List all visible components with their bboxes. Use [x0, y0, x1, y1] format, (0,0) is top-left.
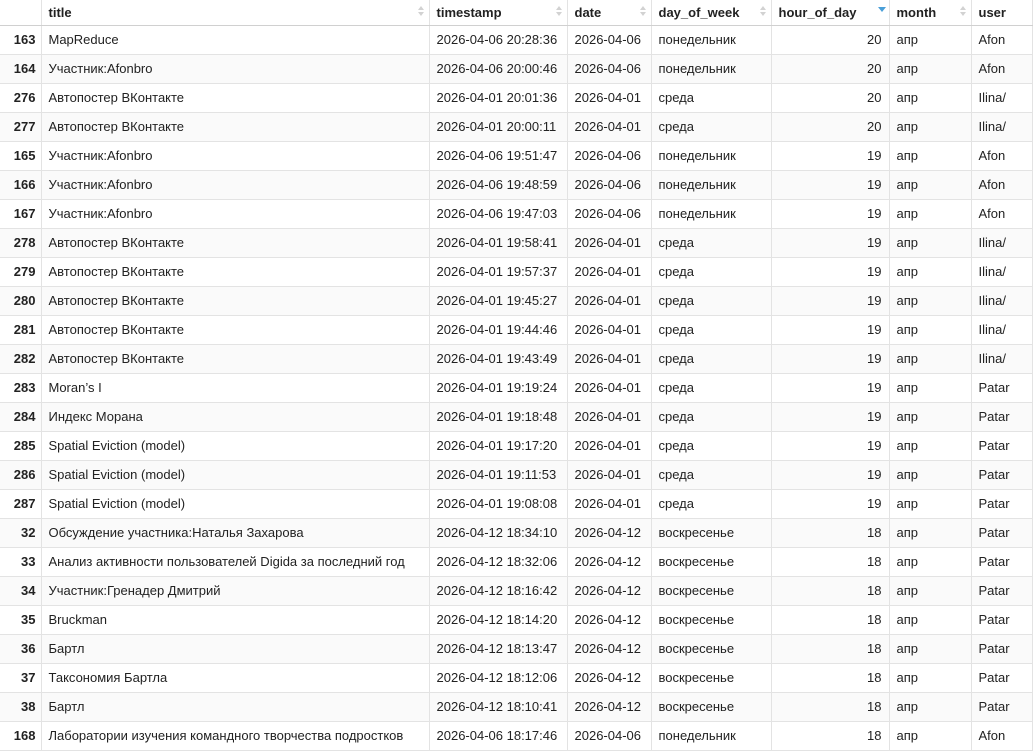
day-of-week-cell: понедельник [651, 199, 771, 228]
table-row[interactable] [0, 83, 1032, 112]
sort-arrows-icon[interactable] [640, 5, 647, 19]
timestamp-cell: 2026-04-12 18:12:06 [429, 663, 567, 692]
user-cell: Afon [971, 54, 1032, 83]
date-cell: 2026-04-01 [567, 286, 651, 315]
timestamp-cell: 2026-04-06 18:17:46 [429, 721, 567, 750]
day-of-week-cell: среда [651, 373, 771, 402]
title-cell: Автопостер ВКонтакте [41, 257, 429, 286]
hour-of-day-cell: 19 [771, 373, 889, 402]
hour-of-day-cell: 19 [771, 199, 889, 228]
hour-of-day-cell: 18 [771, 547, 889, 576]
user-cell: Ilina/ [971, 112, 1032, 141]
row-index-cell: 163 [0, 25, 41, 54]
header-row [0, 0, 1032, 25]
row-index-cell: 282 [0, 344, 41, 373]
date-cell: 2026-04-06 [567, 199, 651, 228]
user-cell: Patar [971, 402, 1032, 431]
hour-of-day-cell: 20 [771, 112, 889, 141]
column-header-label: day_of_week [658, 4, 740, 20]
title-cell: Бартл [41, 634, 429, 663]
hour-of-day-cell: 19 [771, 460, 889, 489]
date-cell: 2026-04-01 [567, 112, 651, 141]
row-index-cell: 166 [0, 170, 41, 199]
date-cell: 2026-04-12 [567, 634, 651, 663]
month-cell: апр [889, 228, 971, 257]
user-cell: Patar [971, 431, 1032, 460]
month-cell: апр [889, 431, 971, 460]
timestamp-cell: 2026-04-01 19:18:48 [429, 402, 567, 431]
date-cell: 2026-04-01 [567, 431, 651, 460]
column-header-date[interactable] [567, 0, 651, 25]
row-index-cell: 164 [0, 54, 41, 83]
row-index-cell: 287 [0, 489, 41, 518]
title-cell: Автопостер ВКонтакте [41, 112, 429, 141]
hour-of-day-cell: 18 [771, 518, 889, 547]
timestamp-cell: 2026-04-01 19:44:46 [429, 315, 567, 344]
timestamp-cell: 2026-04-06 19:51:47 [429, 141, 567, 170]
date-cell: 2026-04-01 [567, 402, 651, 431]
table-row[interactable] [0, 344, 1032, 373]
row-index-cell: 284 [0, 402, 41, 431]
sort-arrows-icon[interactable] [418, 5, 425, 19]
title-cell: Bruckman [41, 605, 429, 634]
title-cell: Spatial Eviction (model) [41, 489, 429, 518]
month-cell: апр [889, 460, 971, 489]
title-cell: MapReduce [41, 25, 429, 54]
title-cell: Участник:Afonbro [41, 54, 429, 83]
month-cell: апр [889, 634, 971, 663]
user-cell: Patar [971, 373, 1032, 402]
row-index-cell: 283 [0, 373, 41, 402]
hour-of-day-cell: 19 [771, 228, 889, 257]
timestamp-cell: 2026-04-01 19:11:53 [429, 460, 567, 489]
title-cell: Участник:Afonbro [41, 170, 429, 199]
month-cell: апр [889, 54, 971, 83]
day-of-week-cell: воскресенье [651, 692, 771, 721]
title-cell: Обсуждение участника:Наталья Захарова [41, 518, 429, 547]
day-of-week-cell: воскресенье [651, 547, 771, 576]
title-cell: Spatial Eviction (model) [41, 431, 429, 460]
hour-of-day-cell: 20 [771, 54, 889, 83]
day-of-week-cell: воскресенье [651, 576, 771, 605]
row-index-cell: 281 [0, 315, 41, 344]
user-cell: Ilina/ [971, 286, 1032, 315]
month-cell: апр [889, 199, 971, 228]
title-cell: Индекс Морана [41, 402, 429, 431]
day-of-week-cell: понедельник [651, 141, 771, 170]
table-row[interactable] [0, 402, 1032, 431]
hour-of-day-cell: 18 [771, 605, 889, 634]
month-cell: апр [889, 83, 971, 112]
table-row[interactable] [0, 141, 1032, 170]
date-cell: 2026-04-12 [567, 605, 651, 634]
day-of-week-cell: понедельник [651, 721, 771, 750]
table-row[interactable] [0, 228, 1032, 257]
day-of-week-cell: среда [651, 315, 771, 344]
date-cell: 2026-04-01 [567, 344, 651, 373]
month-cell: апр [889, 692, 971, 721]
title-cell: Лаборатории изучения командного творчества подростков [41, 721, 429, 750]
month-cell: апр [889, 489, 971, 518]
timestamp-cell: 2026-04-12 18:16:42 [429, 576, 567, 605]
user-cell: Patar [971, 547, 1032, 576]
month-cell: апр [889, 315, 971, 344]
title-cell: Автопостер ВКонтакте [41, 228, 429, 257]
hour-of-day-cell: 19 [771, 489, 889, 518]
row-index-cell: 165 [0, 141, 41, 170]
row-index-cell: 32 [0, 518, 41, 547]
column-header-label: date [574, 4, 602, 20]
column-header-index [0, 0, 41, 25]
month-cell: апр [889, 576, 971, 605]
timestamp-cell: 2026-04-06 19:47:03 [429, 199, 567, 228]
user-cell: Afon [971, 25, 1032, 54]
row-index-cell: 280 [0, 286, 41, 315]
hour-of-day-cell: 18 [771, 634, 889, 663]
title-cell: Moran’s I [41, 373, 429, 402]
column-header-timestamp[interactable] [429, 0, 567, 25]
table-row[interactable] [0, 605, 1032, 634]
day-of-week-cell: понедельник [651, 25, 771, 54]
table-row[interactable] [0, 54, 1032, 83]
timestamp-cell: 2026-04-12 18:34:10 [429, 518, 567, 547]
month-cell: апр [889, 605, 971, 634]
row-index-cell: 279 [0, 257, 41, 286]
month-cell: апр [889, 141, 971, 170]
row-index-cell: 38 [0, 692, 41, 721]
timestamp-cell: 2026-04-01 19:45:27 [429, 286, 567, 315]
date-cell: 2026-04-01 [567, 315, 651, 344]
table-row[interactable] [0, 460, 1032, 489]
day-of-week-cell: воскресенье [651, 634, 771, 663]
timestamp-cell: 2026-04-06 20:28:36 [429, 25, 567, 54]
day-of-week-cell: среда [651, 112, 771, 141]
table-row[interactable] [0, 692, 1032, 721]
hour-of-day-cell: 19 [771, 402, 889, 431]
timestamp-cell: 2026-04-01 19:08:08 [429, 489, 567, 518]
date-cell: 2026-04-06 [567, 25, 651, 54]
table-row[interactable] [0, 518, 1032, 547]
date-cell: 2026-04-06 [567, 721, 651, 750]
user-cell: Patar [971, 576, 1032, 605]
timestamp-cell: 2026-04-01 20:00:11 [429, 112, 567, 141]
title-cell: Автопостер ВКонтакте [41, 344, 429, 373]
day-of-week-cell: понедельник [651, 54, 771, 83]
timestamp-cell: 2026-04-06 19:48:59 [429, 170, 567, 199]
day-of-week-cell: среда [651, 228, 771, 257]
column-header-label: user [978, 4, 1006, 20]
user-cell: Patar [971, 634, 1032, 663]
day-of-week-cell: среда [651, 489, 771, 518]
hour-of-day-cell: 19 [771, 431, 889, 460]
date-cell: 2026-04-12 [567, 692, 651, 721]
hour-of-day-cell: 19 [771, 170, 889, 199]
table-row[interactable] [0, 170, 1032, 199]
sort-descending-icon[interactable] [878, 5, 885, 19]
timestamp-cell: 2026-04-01 19:58:41 [429, 228, 567, 257]
day-of-week-cell: воскресенье [651, 518, 771, 547]
row-index-cell: 276 [0, 83, 41, 112]
month-cell: апр [889, 373, 971, 402]
hour-of-day-cell: 19 [771, 141, 889, 170]
user-cell: Ilina/ [971, 83, 1032, 112]
title-cell: Бартл [41, 692, 429, 721]
title-cell: Участник:Afonbro [41, 141, 429, 170]
month-cell: апр [889, 402, 971, 431]
day-of-week-cell: среда [651, 286, 771, 315]
user-cell: Patar [971, 518, 1032, 547]
month-cell: апр [889, 663, 971, 692]
column-header-day-of-week[interactable] [651, 0, 771, 25]
timestamp-cell: 2026-04-01 19:17:20 [429, 431, 567, 460]
user-cell: Ilina/ [971, 257, 1032, 286]
user-cell: Patar [971, 489, 1032, 518]
hour-of-day-cell: 19 [771, 286, 889, 315]
column-header-title[interactable] [41, 0, 429, 25]
row-index-cell: 37 [0, 663, 41, 692]
row-index-cell: 285 [0, 431, 41, 460]
hour-of-day-cell: 18 [771, 576, 889, 605]
day-of-week-cell: воскресенье [651, 663, 771, 692]
title-cell: Spatial Eviction (model) [41, 460, 429, 489]
title-cell: Автопостер ВКонтакте [41, 286, 429, 315]
table-row[interactable] [0, 489, 1032, 518]
table-row[interactable] [0, 257, 1032, 286]
row-index-cell: 34 [0, 576, 41, 605]
user-cell: Afon [971, 170, 1032, 199]
title-cell: Участник:Гренадер Дмитрий [41, 576, 429, 605]
timestamp-cell: 2026-04-12 18:32:06 [429, 547, 567, 576]
date-cell: 2026-04-01 [567, 460, 651, 489]
row-index-cell: 277 [0, 112, 41, 141]
table-row[interactable] [0, 547, 1032, 576]
user-cell: Patar [971, 663, 1032, 692]
user-cell: Afon [971, 141, 1032, 170]
date-cell: 2026-04-01 [567, 257, 651, 286]
date-cell: 2026-04-06 [567, 170, 651, 199]
hour-of-day-cell: 18 [771, 692, 889, 721]
title-cell: Автопостер ВКонтакте [41, 83, 429, 112]
column-header-label: timestamp [436, 4, 502, 20]
day-of-week-cell: среда [651, 402, 771, 431]
table-row[interactable] [0, 576, 1032, 605]
table-row[interactable] [0, 25, 1032, 54]
user-cell: Patar [971, 692, 1032, 721]
user-cell: Afon [971, 721, 1032, 750]
row-index-cell: 168 [0, 721, 41, 750]
user-cell: Ilina/ [971, 228, 1032, 257]
date-cell: 2026-04-01 [567, 83, 651, 112]
table-row[interactable] [0, 431, 1032, 460]
user-cell: Patar [971, 460, 1032, 489]
date-cell: 2026-04-12 [567, 576, 651, 605]
title-cell: Участник:Afonbro [41, 199, 429, 228]
column-header-label: title [48, 4, 72, 20]
timestamp-cell: 2026-04-12 18:13:47 [429, 634, 567, 663]
date-cell: 2026-04-01 [567, 228, 651, 257]
sort-arrows-icon[interactable] [960, 5, 967, 19]
timestamp-cell: 2026-04-06 20:00:46 [429, 54, 567, 83]
table-body [0, 25, 1032, 750]
user-cell: Ilina/ [971, 315, 1032, 344]
date-cell: 2026-04-12 [567, 518, 651, 547]
month-cell: апр [889, 344, 971, 373]
table-row[interactable] [0, 199, 1032, 228]
user-cell: Afon [971, 199, 1032, 228]
month-cell: апр [889, 170, 971, 199]
date-cell: 2026-04-06 [567, 141, 651, 170]
table-row[interactable] [0, 634, 1032, 663]
title-cell: Автопостер ВКонтакте [41, 315, 429, 344]
row-index-cell: 278 [0, 228, 41, 257]
table-row[interactable] [0, 112, 1032, 141]
table-row[interactable] [0, 721, 1032, 750]
month-cell: апр [889, 518, 971, 547]
date-cell: 2026-04-01 [567, 373, 651, 402]
hour-of-day-cell: 20 [771, 25, 889, 54]
timestamp-cell: 2026-04-01 19:19:24 [429, 373, 567, 402]
user-cell: Patar [971, 605, 1032, 634]
day-of-week-cell: среда [651, 431, 771, 460]
table-row[interactable] [0, 315, 1032, 344]
user-cell: Ilina/ [971, 344, 1032, 373]
timestamp-cell: 2026-04-12 18:14:20 [429, 605, 567, 634]
table-row[interactable] [0, 663, 1032, 692]
column-header-hour-of-day[interactable] [771, 0, 889, 25]
row-index-cell: 36 [0, 634, 41, 663]
month-cell: апр [889, 547, 971, 576]
day-of-week-cell: среда [651, 257, 771, 286]
column-header-label: hour_of_day [778, 4, 857, 20]
month-cell: апр [889, 25, 971, 54]
row-index-cell: 286 [0, 460, 41, 489]
hour-of-day-cell: 19 [771, 344, 889, 373]
month-cell: апр [889, 286, 971, 315]
hour-of-day-cell: 19 [771, 257, 889, 286]
hour-of-day-cell: 18 [771, 663, 889, 692]
hour-of-day-cell: 20 [771, 83, 889, 112]
sort-arrows-icon[interactable] [556, 5, 563, 19]
column-header-month[interactable] [889, 0, 971, 25]
column-header-label: month [896, 4, 937, 20]
date-cell: 2026-04-12 [567, 547, 651, 576]
day-of-week-cell: понедельник [651, 170, 771, 199]
day-of-week-cell: среда [651, 460, 771, 489]
timestamp-cell: 2026-04-01 19:43:49 [429, 344, 567, 373]
date-cell: 2026-04-06 [567, 54, 651, 83]
timestamp-cell: 2026-04-01 19:57:37 [429, 257, 567, 286]
day-of-week-cell: среда [651, 83, 771, 112]
date-cell: 2026-04-01 [567, 489, 651, 518]
month-cell: апр [889, 112, 971, 141]
timestamp-cell: 2026-04-01 20:01:36 [429, 83, 567, 112]
month-cell: апр [889, 721, 971, 750]
title-cell: Таксономия Бартла [41, 663, 429, 692]
sort-arrows-icon[interactable] [760, 5, 767, 19]
hour-of-day-cell: 19 [771, 315, 889, 344]
row-index-cell: 33 [0, 547, 41, 576]
hour-of-day-cell: 18 [771, 721, 889, 750]
row-index-cell: 35 [0, 605, 41, 634]
row-index-cell: 167 [0, 199, 41, 228]
timestamp-cell: 2026-04-12 18:10:41 [429, 692, 567, 721]
day-of-week-cell: воскресенье [651, 605, 771, 634]
date-cell: 2026-04-12 [567, 663, 651, 692]
table-row[interactable] [0, 373, 1032, 402]
table-row[interactable] [0, 286, 1032, 315]
month-cell: апр [889, 257, 971, 286]
column-header-user[interactable] [971, 0, 1032, 25]
day-of-week-cell: среда [651, 344, 771, 373]
title-cell: Анализ активности пользователей Digida за последний год [41, 547, 429, 576]
